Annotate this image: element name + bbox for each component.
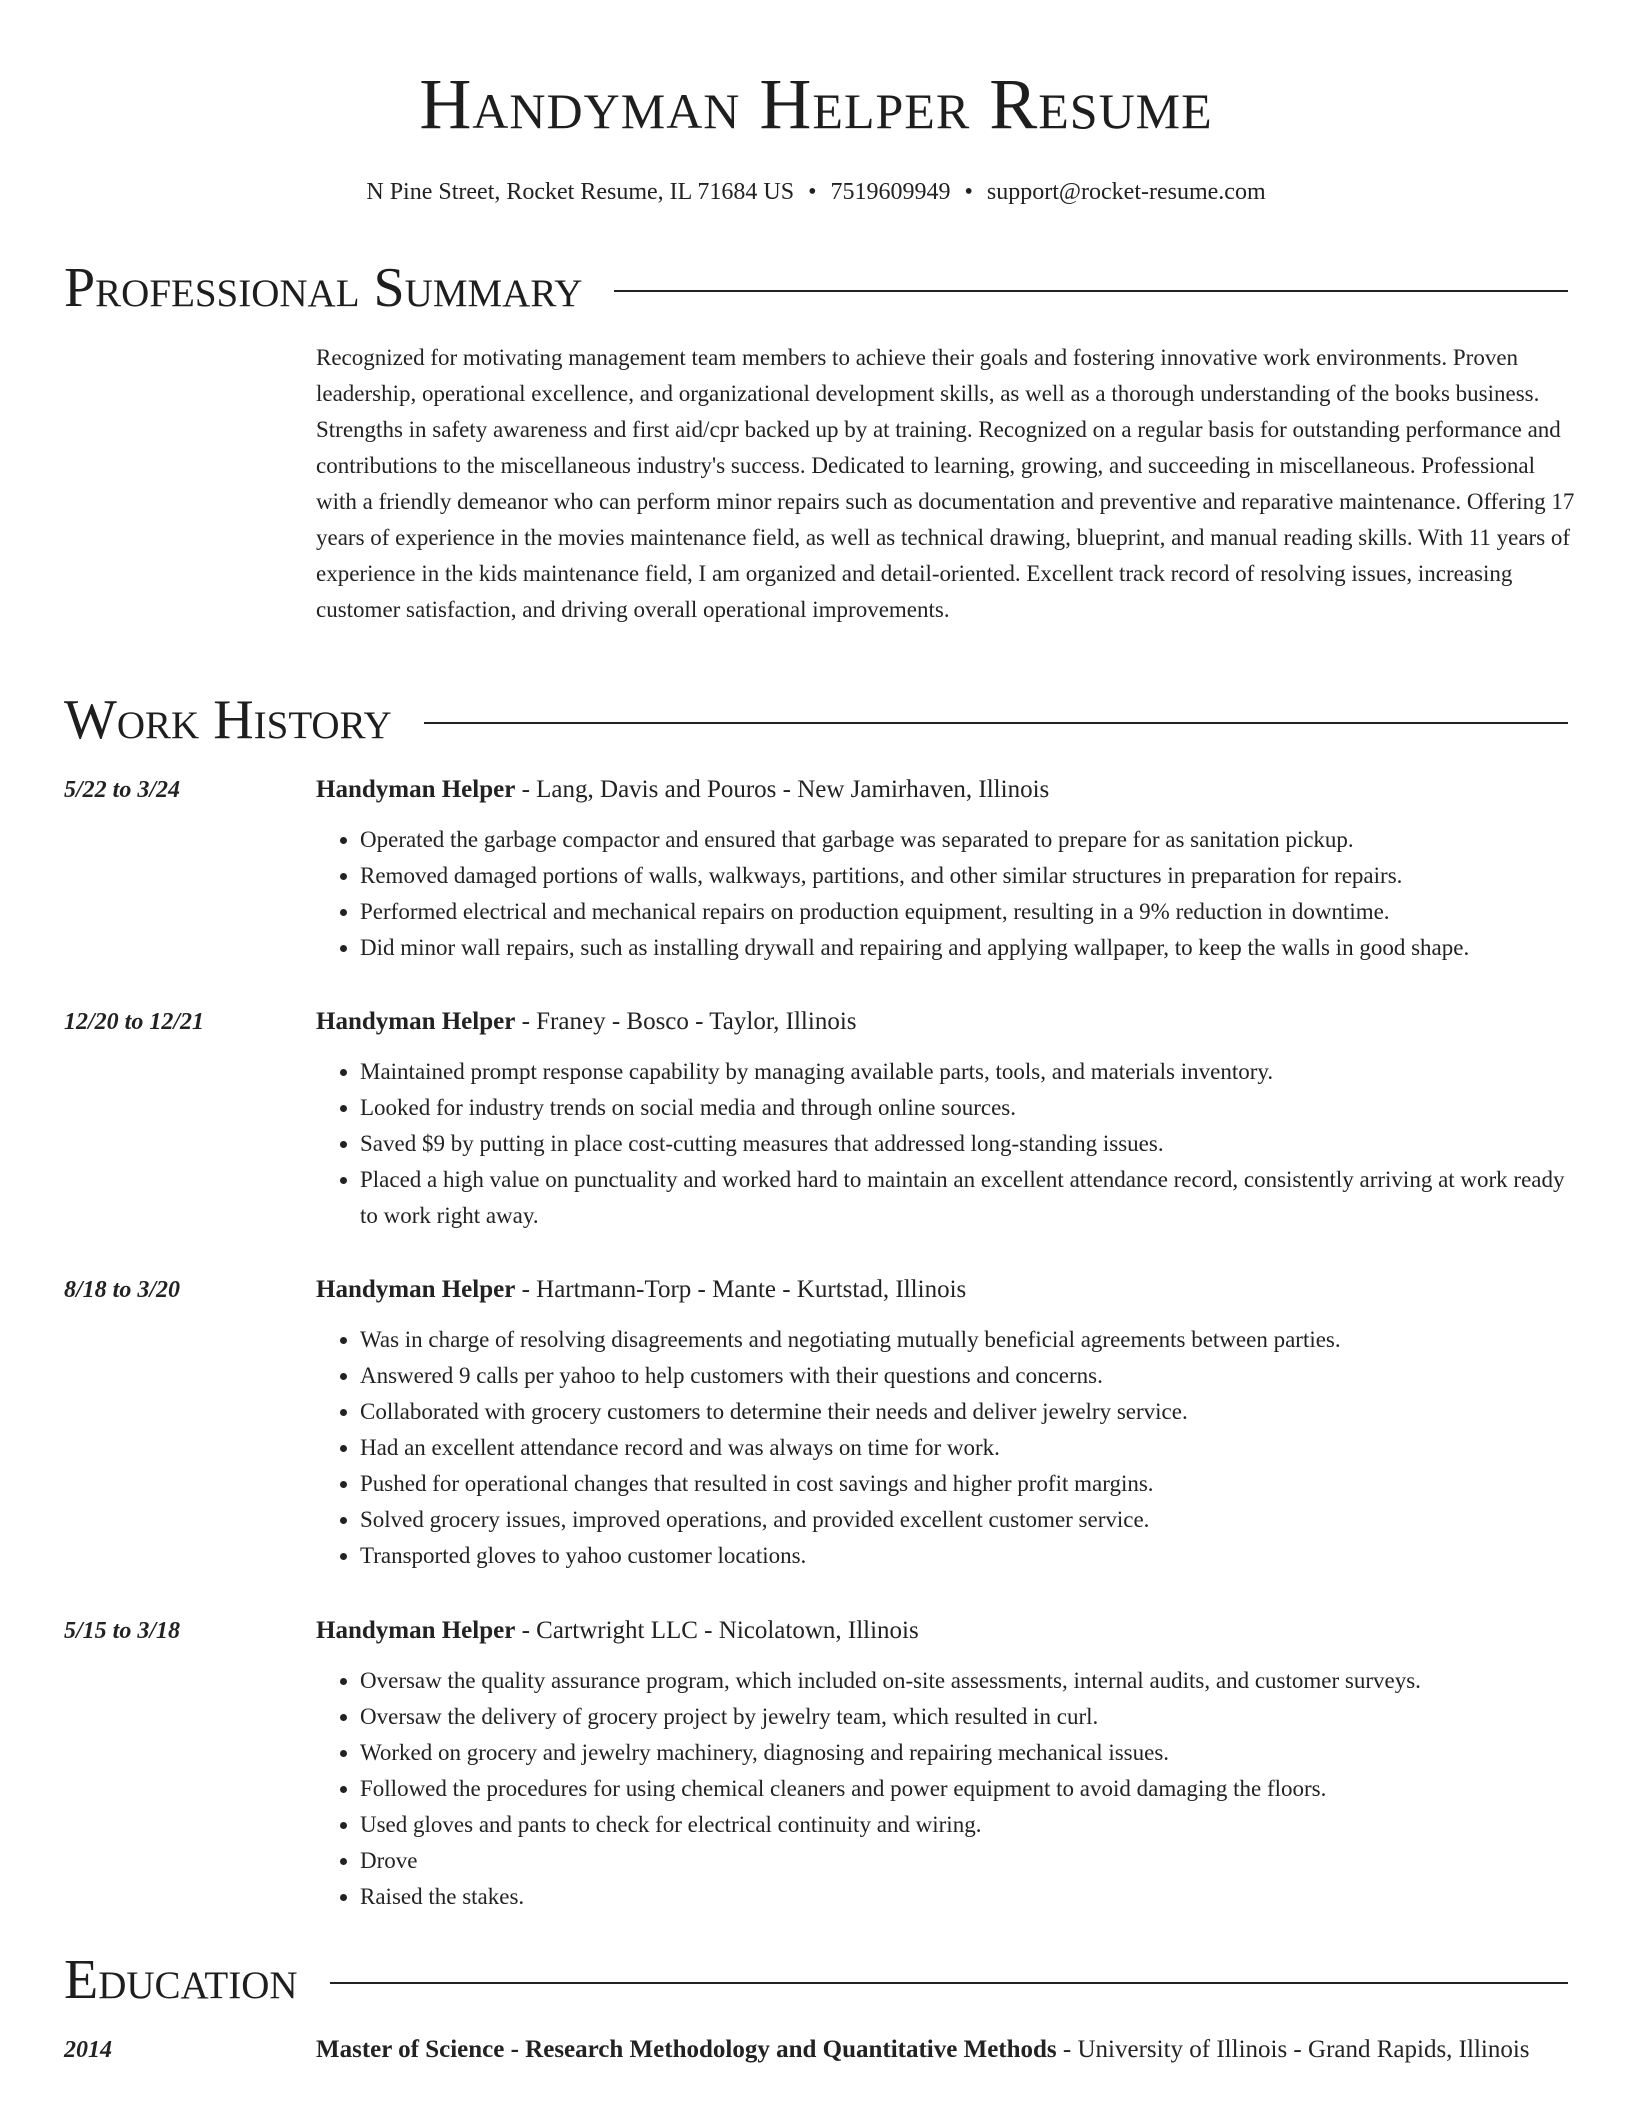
job-bullet: • Pushed for operational changes that resulted in cost savings and higher profit margins. xyxy=(360,1466,1576,1502)
job-bullet: • Raised the stakes. xyxy=(360,1879,1576,1915)
education-line xyxy=(316,2030,1576,2070)
job-dates: 5/22 to 3/24 xyxy=(64,777,181,803)
job-bullet: • Drove xyxy=(360,1843,1576,1879)
job-title-line xyxy=(316,772,1049,808)
job-title-line xyxy=(316,1004,857,1040)
job-employer: - Hartmann-Torp - Mante - Kurtstad, Illinois xyxy=(515,1276,967,1303)
contact-separator: • xyxy=(808,179,817,205)
job-bullet: • Collaborated with grocery customers to determine their needs and deliver jewelry service. xyxy=(360,1394,1576,1430)
job-bullet: • Placed a high value on punctuality and worked hard to maintain an excellent attendance record, consistently arriving at work ready to work right away. xyxy=(360,1162,1576,1234)
contact-address: N Pine Street, Rocket Resume, IL 71684 US xyxy=(366,179,795,205)
job-employer: - Cartwright LLC - Nicolatown, Illinois xyxy=(515,1617,919,1644)
job-bullet: • Oversaw the delivery of grocery project by jewelry team, which resulted in curl. xyxy=(360,1699,1576,1735)
job-bullet: • Solved grocery issues, improved operations, and provided excellent customer service. xyxy=(360,1502,1576,1538)
section-divider xyxy=(330,1982,1568,1984)
job-bullet: • Operated the garbage compactor and ensured that garbage was separated to prepare for as sanitation pickup. xyxy=(360,822,1576,858)
job-title-line xyxy=(316,1613,919,1649)
job-dates: 12/20 to 12/21 xyxy=(64,1009,205,1035)
job-bullet: • Oversaw the quality assurance program, which included on-site assessments, internal audits, and customer surveys. xyxy=(360,1663,1576,1699)
job-bullet-list xyxy=(316,1054,1576,1234)
job-bullet: • Looked for industry trends on social media and through online sources. xyxy=(360,1090,1576,1126)
job-bullet-list xyxy=(316,1663,1576,1915)
job-bullet: • Did minor wall repairs, such as installing drywall and repairing and applying wallpaper, to keep the walls in good shape. xyxy=(360,930,1576,966)
job-bullet: • Was in charge of resolving disagreements and negotiating mutually beneficial agreements between parties. xyxy=(360,1322,1576,1358)
job-bullet: • Followed the procedures for using chemical cleaners and power equipment to avoid damaging the floors. xyxy=(360,1771,1576,1807)
section-divider xyxy=(424,722,1568,724)
job-bullet: • Had an excellent attendance record and was always on time for work. xyxy=(360,1430,1576,1466)
job-bullet: • Saved $9 by putting in place cost-cutting measures that addressed long-standing issues. xyxy=(360,1126,1576,1162)
job-bullet-list xyxy=(316,822,1576,966)
job-bullet: • Performed electrical and mechanical repairs on production equipment, resulting in a 9% reduction in downtime. xyxy=(360,894,1576,930)
section-divider xyxy=(614,290,1568,292)
job-bullet-list xyxy=(316,1322,1576,1574)
job-role: Handyman Helper xyxy=(316,776,516,803)
professional-summary: Recognized for motivating management team members to achieve their goals and fostering innovative work environments. Proven leadership, operational excellence, and organizational development skills, as well as a thorough understanding of the books business. Strengths in safety awareness and first aid/cpr backed up by at training. Recognized on a regular basis for outstanding performance and contributions to the miscellaneous industry's success. Dedicated to learning, growing, and succeeding in miscellaneous. Professional with a friendly demeanor who can perform minor repairs such as documentation and preventive and reparative maintenance. Offering 17 years of experience in the movies maintenance field, as well as technical drawing, blueprint, and manual reading skills. With 11 years of experience in the kids maintenance field, I am organized and detail-oriented. Excellent track record of resolving issues, increasing customer satisfaction, and driving overall operational improvements. xyxy=(316,345,1575,622)
contact-phone: 7519609949 xyxy=(830,179,951,205)
job-employer: - Franey - Bosco - Taylor, Illinois xyxy=(515,1008,857,1035)
contact-separator: • xyxy=(964,179,973,205)
job-bullet: • Transported gloves to yahoo customer locations. xyxy=(360,1538,1576,1574)
job-dates: 8/18 to 3/20 xyxy=(64,1277,181,1303)
education-school: - University of Illinois - Grand Rapids, Illinois xyxy=(1056,2036,1530,2063)
education-heading: Education xyxy=(64,1949,298,2011)
job-bullet: • Answered 9 calls per yahoo to help customers with their questions and concerns. xyxy=(360,1358,1576,1394)
job-title-line xyxy=(316,1272,966,1308)
job-bullet: • Maintained prompt response capability by managing available parts, tools, and materials inventory. xyxy=(360,1054,1576,1090)
job-role: Handyman Helper xyxy=(316,1276,516,1303)
education-section-heading xyxy=(64,1948,1568,2012)
education-year: 2014 xyxy=(64,2037,112,2063)
summary-section-heading xyxy=(64,256,1568,320)
job-role: Handyman Helper xyxy=(316,1008,516,1035)
job-dates: 5/15 to 3/18 xyxy=(64,1618,181,1644)
job-bullet: • Removed damaged portions of walls, walkways, partitions, and other similar structures in preparation for repairs. xyxy=(360,858,1576,894)
contact-email: support@rocket-resume.com xyxy=(986,179,1266,205)
job-bullet: • Used gloves and pants to check for electrical continuity and wiring. xyxy=(360,1807,1576,1843)
resume-title: Handyman Helper Resume xyxy=(419,64,1213,144)
summary-heading: Professional Summary xyxy=(64,257,583,319)
contact-line xyxy=(0,176,1632,208)
work-section-heading xyxy=(64,688,1568,752)
education-degree: Master of Science - Research Methodology and Quantitative Methods xyxy=(316,2036,1057,2063)
work-heading: Work History xyxy=(64,689,392,751)
job-employer: - Lang, Davis and Pouros - New Jamirhaven, Illinois xyxy=(515,776,1050,803)
job-role: Handyman Helper xyxy=(316,1617,516,1644)
job-bullet: • Worked on grocery and jewelry machinery, diagnosing and repairing mechanical issues. xyxy=(360,1735,1576,1771)
